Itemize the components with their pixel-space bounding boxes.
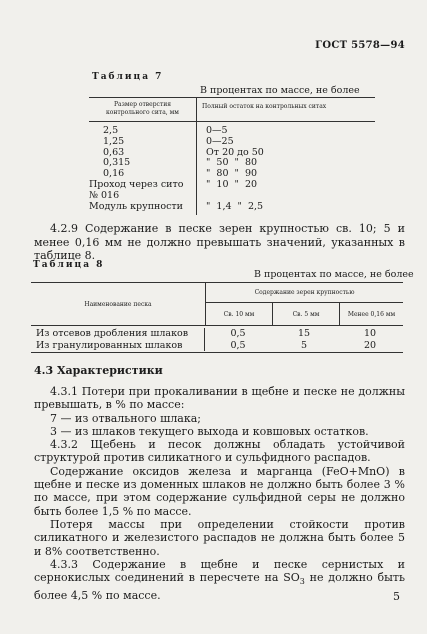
table-cell: 10 [363, 328, 377, 339]
paragraph-4-3-2: 4.3.2 Щебень и песок должны обладать устойчивой структурой против силикатного и сульфидного распадов. [34, 438, 405, 465]
paragraph-4-3-1: 4.3.1 Потери при прокаливании в щебне и песке не должны превышать, в % по массе: [34, 385, 405, 412]
table-cell: " 1,4 " 2,5 [206, 200, 264, 212]
table-8-group-header [206, 283, 403, 325]
table-7-body [89, 122, 375, 215]
table-cell: 5 [300, 339, 308, 351]
table-7-col2-header: Полный остаток на контрольных ситах [202, 103, 327, 110]
table-cell-name: Из отсевов дробления шлаков [31, 328, 205, 340]
table-cell [206, 191, 264, 202]
table-cell-name: Из гранулированных шлаков [31, 340, 205, 352]
page-number: 5 [393, 590, 400, 603]
section-body [34, 385, 405, 602]
table-7-col1-header: Размер отверстия контрольного сита, мм [89, 98, 197, 121]
table-row [31, 328, 403, 340]
table-7-title: Таблица 7 [92, 72, 164, 82]
table-cell: 0—25 [206, 135, 234, 147]
table-cell: 20 [363, 339, 377, 351]
table-8-subheader: Св. 5 мм [273, 303, 340, 325]
table-cell: 0,5 [230, 328, 246, 339]
table-8 [31, 282, 403, 353]
table-cell: От 20 до 50 [206, 146, 264, 158]
table-row [31, 340, 403, 352]
table-8-unit: В процентах по массе, не более [254, 269, 414, 280]
table-row: 0,16 [103, 168, 125, 180]
paragraph-mass-loss: Потеря массы при определении стойкости против силикатного и железистого распадов не должна быть более 5 и 8% соответственно. [34, 517, 405, 558]
table-cell: " 50 " 80 [206, 157, 258, 169]
table-cell: 15 [297, 328, 311, 339]
table-8-name-header: Наименование песка [31, 283, 206, 325]
section-title: 4.3 Характеристики [34, 364, 163, 377]
table-7-sizes [89, 122, 197, 215]
table-8-body [31, 326, 403, 352]
paragraph-4-3-3: 4.3.3 Содержание в щебне и песке сернистых и сернокислых соединений в пересчете на $SO_3$ не должно быть более 4,5 % по массе. [34, 557, 405, 602]
table-row: Модуль крупности [89, 200, 184, 212]
list-item: 3 — из шлаков текущего выхода и ковшовых остатков. [50, 424, 369, 438]
paragraph-oxides: Содержание оксидов железа и марганца (FeO+MnO) в щебне и песке из доменных шлаков не должно быть более 3 % по массе, при этом содержание сульфидной серы не должно быть более 1,5 % по массе. [34, 464, 405, 518]
table-8-group-title: Содержание зерен крупностью [206, 283, 403, 303]
table-8-subheaders [206, 303, 403, 325]
table-cell: 0,5 [230, 339, 246, 351]
table-7-unit: В процентах по массе, не более [200, 85, 360, 96]
table-row: 2,5 [103, 125, 119, 136]
table-row: № 016 [89, 189, 120, 201]
list-item: 7 — из отвального шлака; [50, 411, 202, 425]
table-row: 1,25 [103, 135, 125, 147]
table-cell: " 10 " 20 [206, 178, 258, 190]
table-8-header [31, 283, 403, 326]
paragraph-4-2-9: 4.2.9 Содержание в песке зерен крупностью св. 10; 5 и менее 0,16 мм не должно превышать значений, указанных в таблице 8. [34, 222, 405, 262]
table-8-subheader: Менее 0,16 мм [347, 310, 396, 318]
table-row: 0,63 [103, 146, 125, 158]
document-header: ГОСТ 5578—94 [315, 40, 405, 51]
table-8-subheader: Св. 10 мм [206, 303, 273, 325]
table-7-header [89, 97, 375, 122]
table-cell: 0—5 [206, 125, 228, 136]
table-row: Проход через сито [89, 178, 184, 190]
table-8-title: Таблица 8 [33, 260, 105, 270]
table-7 [89, 97, 375, 215]
table-row: 0,315 [103, 157, 131, 169]
table-cell: " 80 " 90 [206, 168, 258, 180]
table-7-values [197, 122, 264, 215]
